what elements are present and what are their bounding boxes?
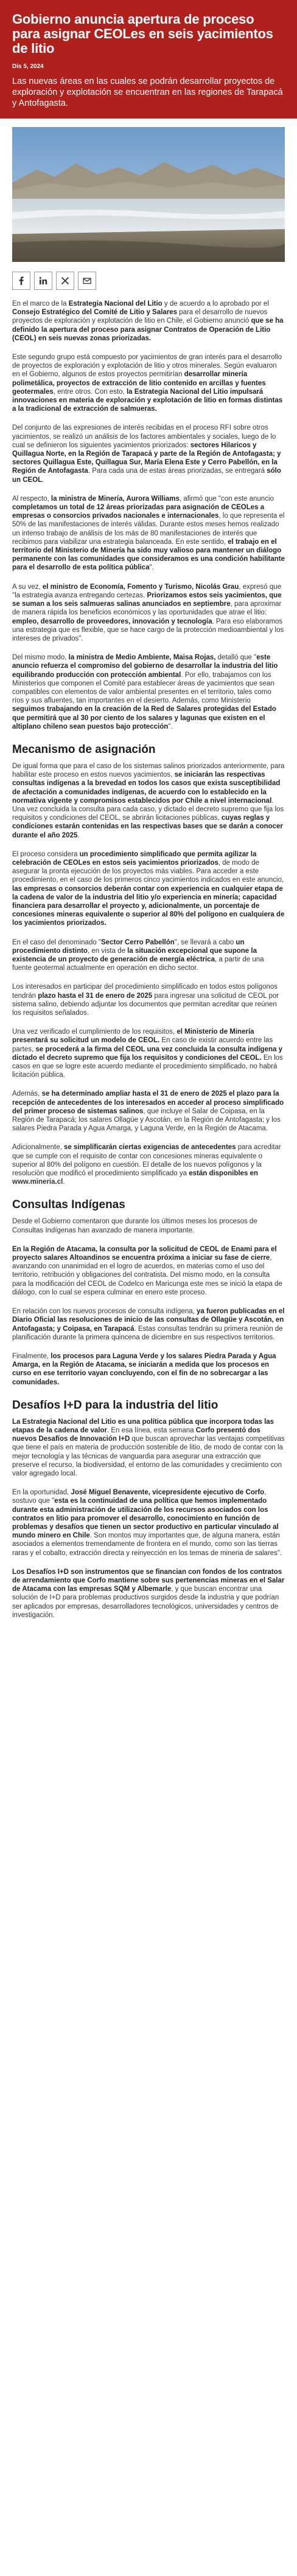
emphasis-text: ya fueron publicadas en el Diario Oficial las resoluciones de inicio de las consultas de Ollagüe y Ascotán, en Antofagasta; y Coipasa, en Tarapacá (12, 1308, 285, 1333)
emphasis-text: la Estrategia Nacional del Litio impulsará innovaciones en materia de exploración y explotación de litio en formas distintas a la tradicional de extracción de salmueras. (12, 388, 283, 413)
emphasis-text: completamos un total de 12 áreas priorizadas para asignación de CEOLes a empresas o consorcios privados nacionales e internacionales (12, 504, 265, 520)
x-share-button[interactable] (56, 272, 74, 290)
article-paragraph: A su vez, el ministro de Economía, Fomento y Turismo, Nicolás Grau, expresó que "la estrategia avanza entregando certezas. Priorizamos estos seis yacimientos, que se suman a los seis salmueras salinas anunciados en septiembre, para aproximar de manera rápida los beneficios económicos y las oportunidades que atrae el litio: empleo, desarrollo de proveedores, innovación y tecnología. Para eso elaboramos una estrategia que es flexible, que se hace cargo de la protección medioambiental y los intereses de privados". (12, 583, 284, 642)
article-paragraph: Finalmente, los procesos para Laguna Verde y los salares Piedra Parada y Agua Amarga, en la Región de Atacama, se iniciarán a medida que los procesos en curso en ese territorio vayan concluyendo, con el fin de no sobrecargar a las comunidades. (12, 1352, 276, 1386)
emphasis-text: que se ha definido la apertura del proceso para asignar Contratos de Operación de Litio (CEOL) en seis nuevas zonas priorizadas. (12, 317, 284, 342)
emphasis-text: Los Desafíos I+D son instrumentos que se financian con fondos de los contratos de arrendamiento que Corfo mantiene sobre sus pertenencias mineras en el Salar de Atacama con las empresas SQM y Albemarle (12, 1568, 285, 1593)
article-title: Gobierno anuncia apertura de proceso para asignar CEOLes en seis yacimientos de litio (12, 12, 273, 56)
linkedin-share-button[interactable] (34, 272, 52, 290)
article-lead: Las nuevas áreas en las cuales se podrán desarrollar proyectos de exploración y explotación se encuentran en las regiones de Tarapacá y Antofagasta. (12, 77, 283, 108)
emphasis-text: La Estrategia Nacional del Litio es una política pública que incorpora todas las etapas de la cadena de valor (12, 1418, 274, 1434)
section-heading: Mecanismo de asignación (12, 743, 156, 756)
emphasis-text: sólo un CEOL (12, 467, 281, 484)
emphasis-text: la ministra de Medio Ambiente, Maisa Rojas, (68, 654, 216, 662)
emphasis-text: empleo, desarrollo de proveedores, innovación y tecnología (12, 617, 212, 625)
emphasis-text: esta es la continuidad de una política que hemos implementado durante esta administración de utilización de los recursos asociados con los contratos en litio para promover el desarrollo, conocimiento en función de problemas y desafíos que tienen un sector productivo en particular vinculado al mundo minero en Chile (12, 1497, 279, 1540)
article-paragraph: De igual forma que para el caso de los sistemas salinos priorizados anteriormente, para habilitar este proceso en estos nuevos yacimientos, se iniciarán las respectivas consultas indígenas a la brevedad en todos los casos que exista susceptibilidad de afectación a comunidades indígenas, de acuerdo con lo establecido en la normativa vigente y compromisos establecidos por Chile a nivel internacional. Una vez concluida la consulta para cada caso, y dictado el decreto supremo que fija los requisitos y condiciones del CEOL, se abrirán licitaciones públicas, cuyas reglas y condiciones estarán contenidas en las respectivas bases que se darán a conocer durante el año 2025. (12, 762, 285, 839)
article-paragraph: En el marco de la Estrategia Nacional del Litio y de acuerdo a lo aprobado por el Consejo Estratégico del Comité de Litio y Salares para el desarrollo de nuevos proyectos de exploración y explotación de litio en Chile, el Gobierno anunció que se ha definido la apertura del proceso para asignar Contratos de Operación de Litio (CEOL) en seis nuevas zonas priorizadas. (12, 300, 284, 342)
emphasis-text: el trabajo en el territorio del Ministerio de Minería ha sido muy valioso para mantener un diálogo permanente con las comunidades que consideramos es una condición habilitante para el desarrollo de esta política pública (12, 538, 285, 572)
article-paragraph: Del conjunto de las expresiones de interés recibidas en el proceso RFI sobre otros yacimientos, se realizó un análisis de los factores ambientales y sociales, luego de lo cual se definieron los siguientes yacimientos priorizados: sectores Hilaricos y Quillagua Norte, en la Región de Tarapacá y parte de la Región de Antofagasta; y sectores Quillagua Este, Quillagua Sur, María Elena Este y Cerro Pabellón, en la Región de Antofagasta. Para cada una de estas áreas priorizadas, se entregará sólo un CEOL. (12, 424, 281, 484)
article-paragraph: Este segundo grupo está compuesto por yacimientos de gran interés para el desarrollo de proyectos de exploración y explotación de litio y otros minerales. Según evaluaron en el Gobierno, algunos de estos proyectos permitirían desarrollar minería polimetálica, proyectos de extracción de litio contenido en arcillas y fuentes geotermales, entre otros. Con esto, la Estrategia Nacional del Litio impulsará innovaciones en materia de exploración y explotación de litio en formas distintas a la tradicional de extracción de salmueras. (12, 354, 283, 413)
linkedin-icon (39, 276, 47, 285)
emphasis-text: este anuncio refuerza el compromiso del gobierno de desarrollar la industria del litio equilibrando producción con protección ambiental (12, 654, 278, 679)
article-paragraph: En relación con los nuevos procesos de consulta indígena, ya fueron publicadas en el Diario Oficial las resoluciones de inicio de las consultas de Ollagüe y Ascotán, en Antofagasta; y Coipasa, en Tarapacá. Estas consultas tendrán su primera reunión de planificación durante la primera quincena de diciembre en sus respectivos territorios. (12, 1308, 285, 1341)
emphasis-text: Sector Cerro Pabellón (101, 938, 175, 946)
emphasis-text: la situación excepcional que supone la existencia de un proyecto de generación de energía eléctrica (12, 947, 257, 963)
article-paragraph: Una vez verificado el cumplimiento de los requisitos, el Ministerio de Minería presentará su solicitud un modelo de CEOL. En caso de existir acuerdo entre las partes, se procederá a la firma del CEOL una vez concluida la consulta indígena y dictado el decreto supremo que fija los requisitos y condiciones del CEOL. En los casos en que se logre este acuerdo mediante el procedimiento simplificado, no habrá licitación pública. (12, 1028, 283, 1079)
article-paragraph: El proceso considera un procedimiento simplificado que permita agilizar la celebración de CEOLes en estos seis yacimientos priorizados, de modo de asegurar la pronta ejecución de los proyectos más viables. Para acceder a este procedimiento, en el caso de los primeros cinco yacimientos indicados en este anuncio, las empresas o consorcios deberán contar con experiencia en cualquier etapa de la cadena de valor de la industria del litio y/o experiencia en minería; capacidad financiera para desarrollar el proyecto y, adicionalmente, un porcentaje de concesiones mineras equivalente o superior al 80% del polígono en cualquiera de los yacimientos priorizados. (12, 850, 285, 927)
article-header (0, 0, 297, 118)
section-heading: Desafíos I+D para la industria del litio (12, 1398, 218, 1412)
emphasis-text: se iniciarán las respectivas consultas indígenas a la brevedad en todos los casos que exista susceptibilidad de afectación a comunidades indígenas, de acuerdo con lo establecido en la normativa vigente y compromisos establecidos por Chile a nivel internacional (12, 771, 281, 805)
article-paragraph: Los Desafíos I+D son instrumentos que se financian con fondos de los contratos de arrendamiento que Corfo mantiene sobre sus pertenencias mineras en el Salar de Atacama con las empresas SQM y Albemarle, y que buscan encontrar una solución de I+D para problemas productivos surgidos desde la industria y que podrían ser aplicados por empresas, desarrolladores tecnológicos, universidades y centros de investigación. (12, 1568, 285, 1619)
emphasis-text: se simplificarán ciertas exigencias de antecedentes (64, 1144, 236, 1152)
emphasis-text: la ministra de Minería, Aurora Williams (51, 495, 180, 503)
email-share-button[interactable] (78, 272, 96, 290)
article-paragraph: Al respecto, la ministra de Minería, Aurora Williams, afirmó que "con este anuncio completamos un total de 12 áreas priorizadas para asignación de CEOLes a empresas o consorcios privados nacionales e internacionales, lo que representa el 50% de las manifestaciones de interés válidas. Durante estos meses hemos realizado un intenso trabajo de análisis de los más de 80 manifestaciones de interés que recibimos para viabilizar una estrategia balanceada. En este sentido, el trabajo en el territorio del Ministerio de Minería ha sido muy valioso para mantener un diálogo permanente con las comunidades que consideramos es una condición habilitante para el desarrollo de esta política pública". (12, 495, 285, 572)
article-paragraph: Desde el Gobierno comentaron que durante los últimos meses los procesos de Consultas Indígenas han avanzado de manera importante. (12, 1218, 257, 1234)
emphasis-text: José Miguel Benavente, vicepresidente ejecutivo de Corfo (71, 1489, 265, 1497)
emphasis-text: un procedimiento distinto (12, 938, 245, 955)
article-paragraph: En la Región de Atacama, la consulta por la solicitud de CEOL de Enami para el proyecto salares Altoandinos se encuentra próxima a iniciar su fase de cierre, avanzando con unanimidad en el logro de acuerdos, en materias como el uso del territorio, retribución y obligaciones del contratista. Del mismo modo, en la consulta para la modificación del CEOL de Codelco en Maricunga este mes se inició la etapa de diálogo, con lo cual se espera culminar en enero este proceso. (12, 1245, 282, 1296)
emphasis-text: el ministro de Economía, Fomento y Turismo, Nicolás Grau (42, 583, 239, 591)
section-heading: Consultas Indígenas (12, 1198, 125, 1212)
article-paragraph: Los interesados en participar del procedimiento simplificado en todos estos polígonos tendrán plazo hasta el 31 de enero de 2025 para ingresar una solicitud de CEOL por sistema salino, debiendo adjuntar los documentos que permitan acreditar que reúnen los requisitos señalados. (12, 983, 279, 1017)
mineria-link[interactable]: www.mineria.cl (12, 1178, 63, 1186)
emphasis-text: desarrollar minería polimetálica, proyectos de extracción de litio contenido en arcillas y fuentes geotermales (12, 371, 266, 396)
envelope-icon (83, 276, 91, 285)
emphasis-text: las empresas o consorcios deberán contar con experiencia en cualquier etapa de la cadena de valor de la industria del litio y/o experiencia en minería; capacidad financiera para desarrollar el proyecto y, adicionalmente, un porcentaje de concesiones mineras equivalente o superior al 80% del polígono en cualquiera de los yacimientos priorizados. (12, 885, 285, 927)
emphasis-text: están disponibles en www.mineria.cl (12, 1170, 258, 1186)
facebook-share-button[interactable] (12, 272, 30, 290)
facebook-icon (17, 276, 26, 285)
emphasis-text: se ha determinado ampliar hasta el 31 de enero de 2025 el plazo para la recepción de antecedentes de los interesados en acceder al proceso simplificado del primer proceso de sistemas salinos (12, 1090, 284, 1115)
article-paragraph: La Estrategia Nacional del Litio es una política pública que incorpora todas las etapas de la cadena de valor. En esa línea, esta semana Corfo presentó dos nuevos Desafíos de Innovación I+D que buscan aprovechar las ventajas competitivas que tiene el país en materia de producción sostenible de litio, de modo de contar con la mejor tecnología y las técnicas de vanguardia para asegurar una extracción que preserve el recurso, la biodiversidad, el entorno de las comunidades y creciimiento con valor agregado local. (12, 1418, 285, 1477)
share-bar (12, 270, 285, 290)
article-date: Dis 5, 2024 (12, 63, 44, 70)
salt-flat-landscape-photo (12, 127, 285, 262)
emphasis-text: Corfo presentó dos nuevos Desafíos de Innovación I+D (12, 1426, 260, 1443)
article-paragraph: En la oportunidad, José Miguel Benavente, vicepresidente ejecutivo de Corfo, sostuvo que "esta es la continuidad de una política que hemos implementado durante esta administración de utilización de los recursos asociados con los contratos en litio para promover el desarrollo, conocimiento en función de problemas y desafíos que tienen un sector productivo en particular vinculado al mundo minero en Chile. Son montos muy importantes que, de alguna manera, están asociados a elementos tremendamente de frontera en el mundo, como son las tierras raras y el cobalto, extracción directa y reinyección en los temas de mineria de salares". (12, 1489, 282, 1557)
emphasis-text: Estrategia Nacional del Litio (68, 300, 162, 307)
emphasis-text: En la Región de Atacama, la consulta por la solicitud de CEOL de Enami para el proyecto salares Altoandinos se encuentra próxima a iniciar su fase de cierre (12, 1245, 277, 1262)
emphasis-text: los procesos para Laguna Verde y los salares Piedra Parada y Agua Amarga, en la Región de Atacama, se iniciarán a medida que los procesos en curso en ese territorio vayan concluyendo, con el fin de no sobrecargar a las comunidades. (12, 1352, 276, 1386)
article-paragraph: Del mismo modo, la ministra de Medio Ambiente, Maisa Rojas, detalló que "este anuncio refuerza el compromiso del gobierno de desarrollar la industria del litio equilibrando producción con protección ambiental. Por ello, trabajamos con los Ministerios que componen el Comité para establecer áreas de yacimientos que sean compatibles con elementos de valor ambiental presentes en el territorio, tales como ríos y sus afluentes, tan importantes en el desierto. Además, como Ministerio seguimos trabajando en la creación de la Red de Salares protegidas del Estado que permitirá que al 30 por ciento de los salares y lagunas que existen en el altiplano chileno sean puestos bajo protección". (12, 654, 278, 730)
emphasis-text: plazo hasta el 31 de enero de 2025 (38, 992, 153, 1000)
emphasis-text: cuyas reglas y condiciones estarán contenidas en las respectivas bases que se darán a conocer durante el año 2025 (12, 814, 283, 839)
emphasis-text: sectores Hilaricos y Quillagua Norte, en la Región de Tarapacá y parte de la Región de Antofagasta; y sectores Quillagua Este, Quillagua Sur, María Elena Este y Cerro Pabellón, en la Región de Antofagasta (12, 441, 281, 475)
emphasis-text: el Ministerio de Minería presentará su solicitud un modelo de CEOL. (12, 1028, 254, 1045)
emphasis-text: Consejo Estratégico del Comité de Litio y Salares (12, 309, 177, 317)
emphasis-text: un procedimiento simplificado que permita agilizar la celebración de CEOLes en estos seis yacimientos priorizados (12, 850, 257, 867)
article-body (0, 300, 297, 1648)
article-paragraph: En el caso del denominado "Sector Cerro Pabellón", se llevará a cabo un procedimiento distinto, en vista de la situación excepcional que supone la existencia de un proyecto de generación de energía eléctrica, a partir de una fuente geotermal actualmente en operación en dicho sector. (12, 938, 264, 972)
emphasis-text: se procederá a la firma del CEOL una vez concluida la consulta indígena y dictado el decreto supremo que fija los requisitos y condiciones del CEOL. (12, 1045, 282, 1062)
article-paragraph: Además, se ha determinado ampliar hasta el 31 de enero de 2025 el plazo para la recepción de antecedentes de los interesados en acceder al proceso simplificado del primer proceso de sistemas salinos, que incluye el Salar de Coipasa, en la Región de Tarapacá; los salares Ollagüe y Ascotán, en la Región de Antofagasta; y los salares Piedra Parada y Agua Amarga, y Laguna Verde, en la Región de Atacama. (12, 1090, 284, 1133)
emphasis-text: seguimos trabajando en la creación de la Red de Salares protegidas del Estado que permitirá que al 30 por ciento de los salares y lagunas que existen en el altiplano chileno sean puestos bajo protección (12, 706, 276, 730)
emphasis-text: Priorizamos estos seis yacimientos, que se suman a los seis salmueras salinas anunciados en septiembre (12, 591, 282, 608)
x-icon (61, 276, 69, 285)
article-paragraph: Adicionalmente, se simplificarán ciertas exigencias de antecedentes para acreditar que se cumple con el requisito de contar con concesiones mineras equivalente o superior al 80% del polígono en cuestión. El detalle de los nuevos polígonos y la resolución que modificó el procedimiento simplificado ya están disponibles en www.mineria.cl. (12, 1144, 281, 1186)
